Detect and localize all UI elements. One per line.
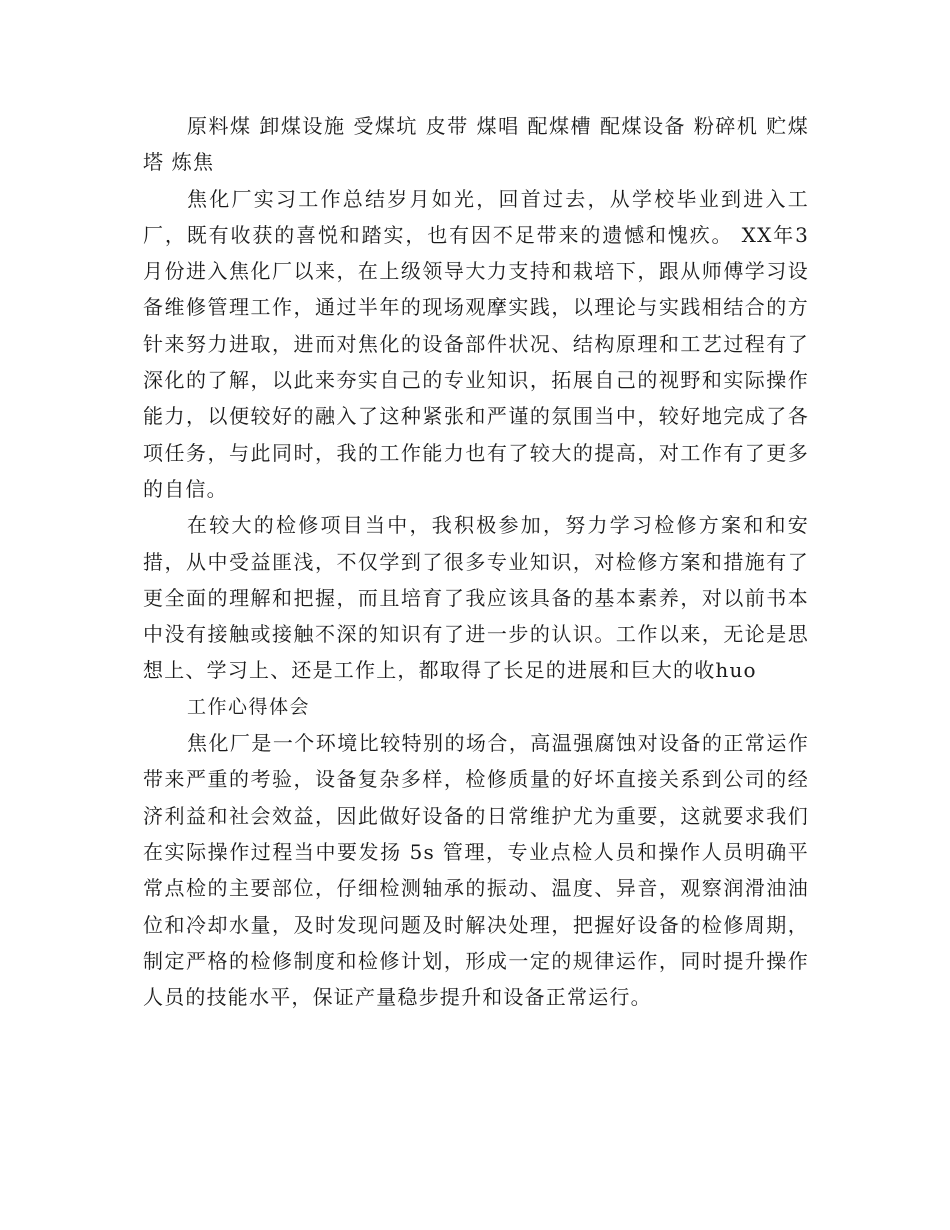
paragraph-final: 焦化厂是一个环境比较特别的场合，高温强腐蚀对设备的正常运作带来严重的考验，设备复杂多样，检修质量的好坏直接关系到公司的经济利益和社会效益，因此做好设备的日常维护尤为重要，这就要求我们在实际操作过程当中要发扬 5s 管理，专业点检人员和操作人员明确平常点检的主要部位，仔细检测轴承的振动、温度、异音，观察润滑油油位和冷却水量，及时发现问题及时解决处理，把握好设备的检修周期，制定严格的检修制度和检修计划，形成一定的规律运作，同时提升操作人员的技能水平，保证产量稳步提升和设备正常运行。 xyxy=(143,731,809,1010)
paragraph-intro: 焦化厂实习工作总结岁月如光，回首过去，从学校毕业到进入工厂，既有收获的喜悦和踏实，也有因不足带来的遗憾和愧疚。 XX年3月份进入焦化厂以来，在上级领导大力支持和栽培下，跟从师傅学习设备维修管理工作，通过半年的现场观摩实践，以理论与实践相结合的方针来努力进取，进而对焦化的设备部件状况、结构原理和工艺过程有了深化的了解，以此来夯实自己的专业知识，拓展自己的视野和实际操作能力，以便较好的融入了这种紧张和严谨的氛围当中，较好地完成了各项任务，与此同时，我的工作能力也有了较大的提高，对工作有了更多的自信。 xyxy=(143,186,809,501)
section-heading: 工作心得体会 xyxy=(187,695,311,718)
paragraph-maintenance: 在较大的检修项目当中，我积极参加，努力学习检修方案和和安措，从中受益匪浅，不仅学到了很多专业知识，对检修方案和措施有了更全面的理解和把握，而且培育了我应该具备的基本素养，对以前书本中没有接触或接触不深的知识有了进一步的认识。工作以来，无论是思想上、学习上、还是工作上，都取得了长足的进展和巨大的收huo xyxy=(143,513,809,683)
document-body xyxy=(143,108,809,1015)
paragraph-process-flow: 原料煤 卸煤设施 受煤坑 皮带 煤唱 配煤槽 配煤设备 粉碎机 贮煤塔 炼焦 xyxy=(143,114,809,175)
